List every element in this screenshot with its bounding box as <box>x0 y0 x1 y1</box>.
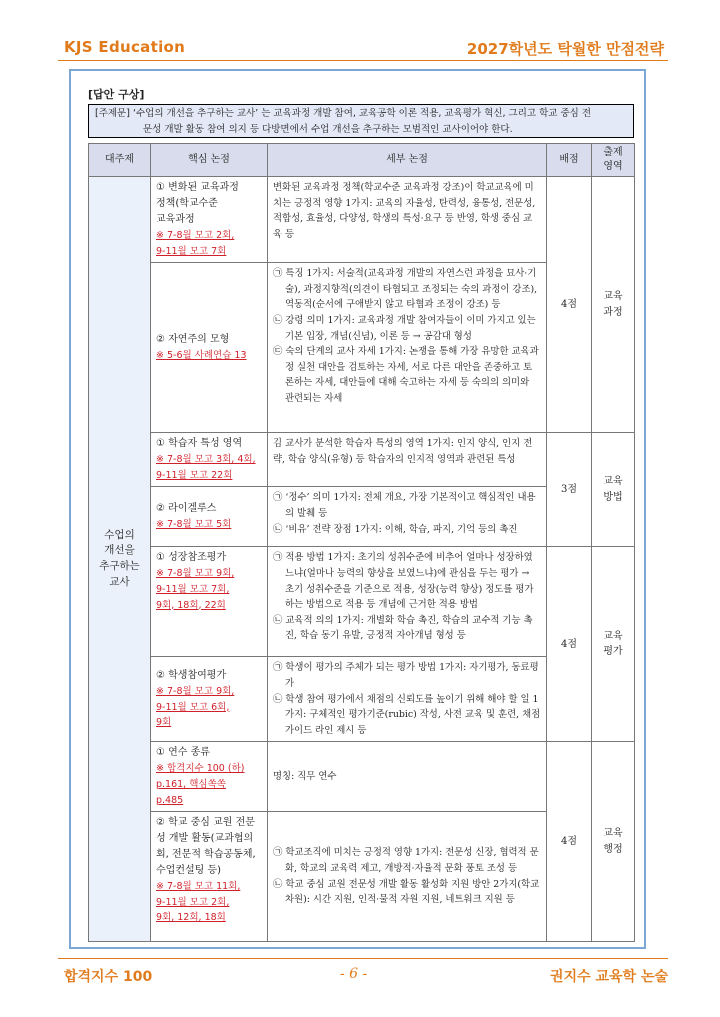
reference-note: ※ 7-8월 모고 3회, 4회, 9-11월 모고 22회 <box>156 454 256 481</box>
detail-point-cell <box>268 812 547 942</box>
core-point-cell <box>151 657 268 742</box>
area-cell: 교육 평가 <box>592 547 635 742</box>
core-point-text: ① 학습자 특성 영역 <box>156 438 243 450</box>
theme-tag: [주제문] <box>95 108 130 119</box>
detail-item: ㉠ ‘정수’ 의미 1가지: 전체 개요, 가장 기본적이고 핵심적인 내용의 발췌 등 <box>273 492 536 519</box>
section-title: [답안 구상] <box>88 88 145 101</box>
theme-statement-box <box>88 104 634 138</box>
main-topic-cell: 수업의 개선을 추구하는 교사 <box>89 177 151 942</box>
reference-note: ※ 5-6월 사례연습 13 <box>156 349 247 361</box>
header-rule <box>58 60 668 61</box>
detail-item: ㉡ ‘비유’ 전략 장점 1가지: 이해, 학습, 파지, 기억 등의 촉진 <box>273 523 518 535</box>
area-cell: 교육 과정 <box>592 177 635 433</box>
header-main-topic: 대주제 <box>89 144 151 177</box>
header-area: 출제 영역 <box>592 144 635 177</box>
detail-item: ㉡ 학교 중심 교원 전문성 개발 활동 활성화 지원 방안 2가지(학교 차원): 시간 지원, 인적·물적 자원 지원, 네트워크 지원 등 <box>273 878 540 906</box>
reference-note: ※ 합격지수 100 (하) p.161, 핵심쏙쏙 p.485 <box>156 763 245 806</box>
reference-note: ※ 7-8월 모고 5회 <box>156 519 232 531</box>
core-point-cell <box>151 177 268 263</box>
detail-point-cell <box>268 433 547 487</box>
core-point-cell <box>151 263 268 433</box>
detail-item: ㉡ 학생 참여 평가에서 채점의 신뢰도를 높이기 위해 해야 할 일 1가지: 구체적인 평가기준(rubic) 작성, 사전 교육 및 훈련, 채점 가이드 라인 제시 등 <box>273 693 541 736</box>
detail-item: ㉠ 특징 1가지: 서술적(교육과정 개발의 자연스런 과정을 묘사·기술), 과정지향적(의견이 타협되고 조정되는 숙의 과정이 강조), 역동적(순서에 구애받지 않고 타협과 조정이 강조) 등 <box>273 268 538 311</box>
core-point-text: ② 학생참여평가 <box>156 669 227 681</box>
detail-point-cell <box>268 547 547 657</box>
detail-point-cell <box>268 177 547 263</box>
detail-point-cell <box>268 657 547 742</box>
core-point-text: ① 성장참조평가 <box>156 552 227 564</box>
score-cell: 3점 <box>547 433 592 547</box>
table-row <box>89 742 635 812</box>
detail-item: ㉠ 학생이 평가의 주체가 되는 평가 방법 1가지: 자기평가, 동료평가 <box>273 662 539 689</box>
table-row <box>89 433 635 487</box>
core-point-text: ② 자연주의 모형 <box>156 333 230 345</box>
core-point-cell <box>151 812 268 942</box>
detail-point-cell <box>268 742 547 812</box>
theme-line-2: 문성 개발 활동 참여 의지 등 다방면에서 수업 개선을 추구하는 모범적인 교사이어야 한다. <box>143 124 513 135</box>
detail-item: 변화된 교육과정 정책(학교수준 교육과정 강조)이 학교교육에 미치는 긍정적 영향 1가지: 교육의 자율성, 탄력성, 융통성, 전문성, 적합성, 효율성, 다양성, 학생의 특성·요구 등 반영, 학생 중심 교육 등 <box>273 182 536 240</box>
core-point-cell <box>151 433 268 487</box>
score-cell: 4점 <box>547 742 592 942</box>
core-point-cell <box>151 742 268 812</box>
detail-item: ㉠ 적용 방법 1가지: 초기의 성취수준에 비추어 얼마나 성장하였느냐(얼마나 능력의 향상을 보였느냐)에 관심을 두는 평가 → 초기 성취수준을 기준으로 적용, 성장(능력 향상) 정도를 평가하는 방법으로 적용 등 개념에 근거한 적용 방법 <box>273 552 534 611</box>
header-core-point: 핵심 논점 <box>151 144 268 177</box>
detail-point-cell <box>268 263 547 433</box>
reference-note: ※ 7-8월 모고 11회, 9-11월 모고 2회, 9회, 12회, 18회 <box>156 881 241 924</box>
reference-note: ※ 7-8월 모고 9회, 9-11월 모고 7회, 9회, 18회, 22회 <box>156 568 235 611</box>
answer-plan-table <box>88 143 635 942</box>
core-point-text: ① 변화된 교육과정 정책(학교수준 교육과정 <box>156 182 239 225</box>
footer-rule <box>58 958 668 959</box>
area-cell: 교육 행정 <box>592 742 635 942</box>
table-row <box>89 177 635 263</box>
brand-header: KJS Education <box>64 38 186 56</box>
detail-item: ㉠ 학교조직에 미치는 긍정적 영향 1가지: 전문성 신장, 협력적 문화, 학교의 교육력 제고, 개방적·자율적 문화 풍토 조성 등 <box>273 847 539 875</box>
detail-item: 명칭: 직무 연수 <box>273 770 337 782</box>
header-detail-point: 세부 논점 <box>268 144 547 177</box>
header-score: 배점 <box>547 144 592 177</box>
table-row <box>89 547 635 657</box>
core-point-text: ② 학교 중심 교원 전문성 개발 활동(교과협의회, 전문적 학습공동체, 수업컨설팅 등) <box>156 817 256 877</box>
footer-left: 합격지수 100 <box>64 969 153 985</box>
core-point-cell <box>151 547 268 657</box>
page-number: - 6 - <box>340 966 368 982</box>
reference-note: ※ 7-8월 모고 2회, 9-11월 모고 7회 <box>156 230 235 257</box>
score-cell: 4점 <box>547 177 592 433</box>
core-point-cell <box>151 487 268 547</box>
detail-item: ㉢ 숙의 단계의 교사 자세 1가지: 논쟁을 통해 가장 유망한 교육과정 실천 대안을 검토하는 자세, 서로 다른 대안을 존중하고 토론하는 자세, 대안들에 대해 숙고하는 자세 등 숙의의 의미와 관련되는 자세 <box>273 346 539 404</box>
detail-point-cell <box>268 487 547 547</box>
core-point-text: ① 연수 종류 <box>156 747 210 759</box>
footer-right: 권지수 교육학 논술 <box>550 969 668 985</box>
detail-item: ㉡ 강령 의미 1가지: 교육과정 개발 참여자들이 이미 가지고 있는 기본 입장, 개념(신념), 이론 등 → 공감대 형성 <box>273 314 536 342</box>
detail-item: ㉡ 교육적 의의 1가지: 개별화 학습 촉진, 학습의 교수적 기능 촉진, 학습 동기 유발, 긍정적 자아개념 형성 등 <box>273 614 533 642</box>
score-cell: 4점 <box>547 547 592 742</box>
area-cell: 교육 방법 <box>592 433 635 547</box>
reference-note: ※ 7-8월 모고 9회, 9-11월 모고 6회, 9회 <box>156 685 235 729</box>
core-point-text: ② 라이겔루스 <box>156 503 217 515</box>
theme-line-1: ‘수업의 개선을 추구하는 교사’ 는 교육과정 개발 참여, 교육공학 이론 적용, 교육평가 혁신, 그리고 학교 중심 전 <box>132 108 592 119</box>
book-title-header: 2027학년도 탁월한 만점전략 <box>466 40 664 58</box>
detail-item: 김 교사가 분석한 학습자 특성의 영역 1가지: 인지 양식, 인지 전략, 학습 양식(유형) 등 학습자의 인지적 영역과 관련된 특성 <box>273 438 533 465</box>
